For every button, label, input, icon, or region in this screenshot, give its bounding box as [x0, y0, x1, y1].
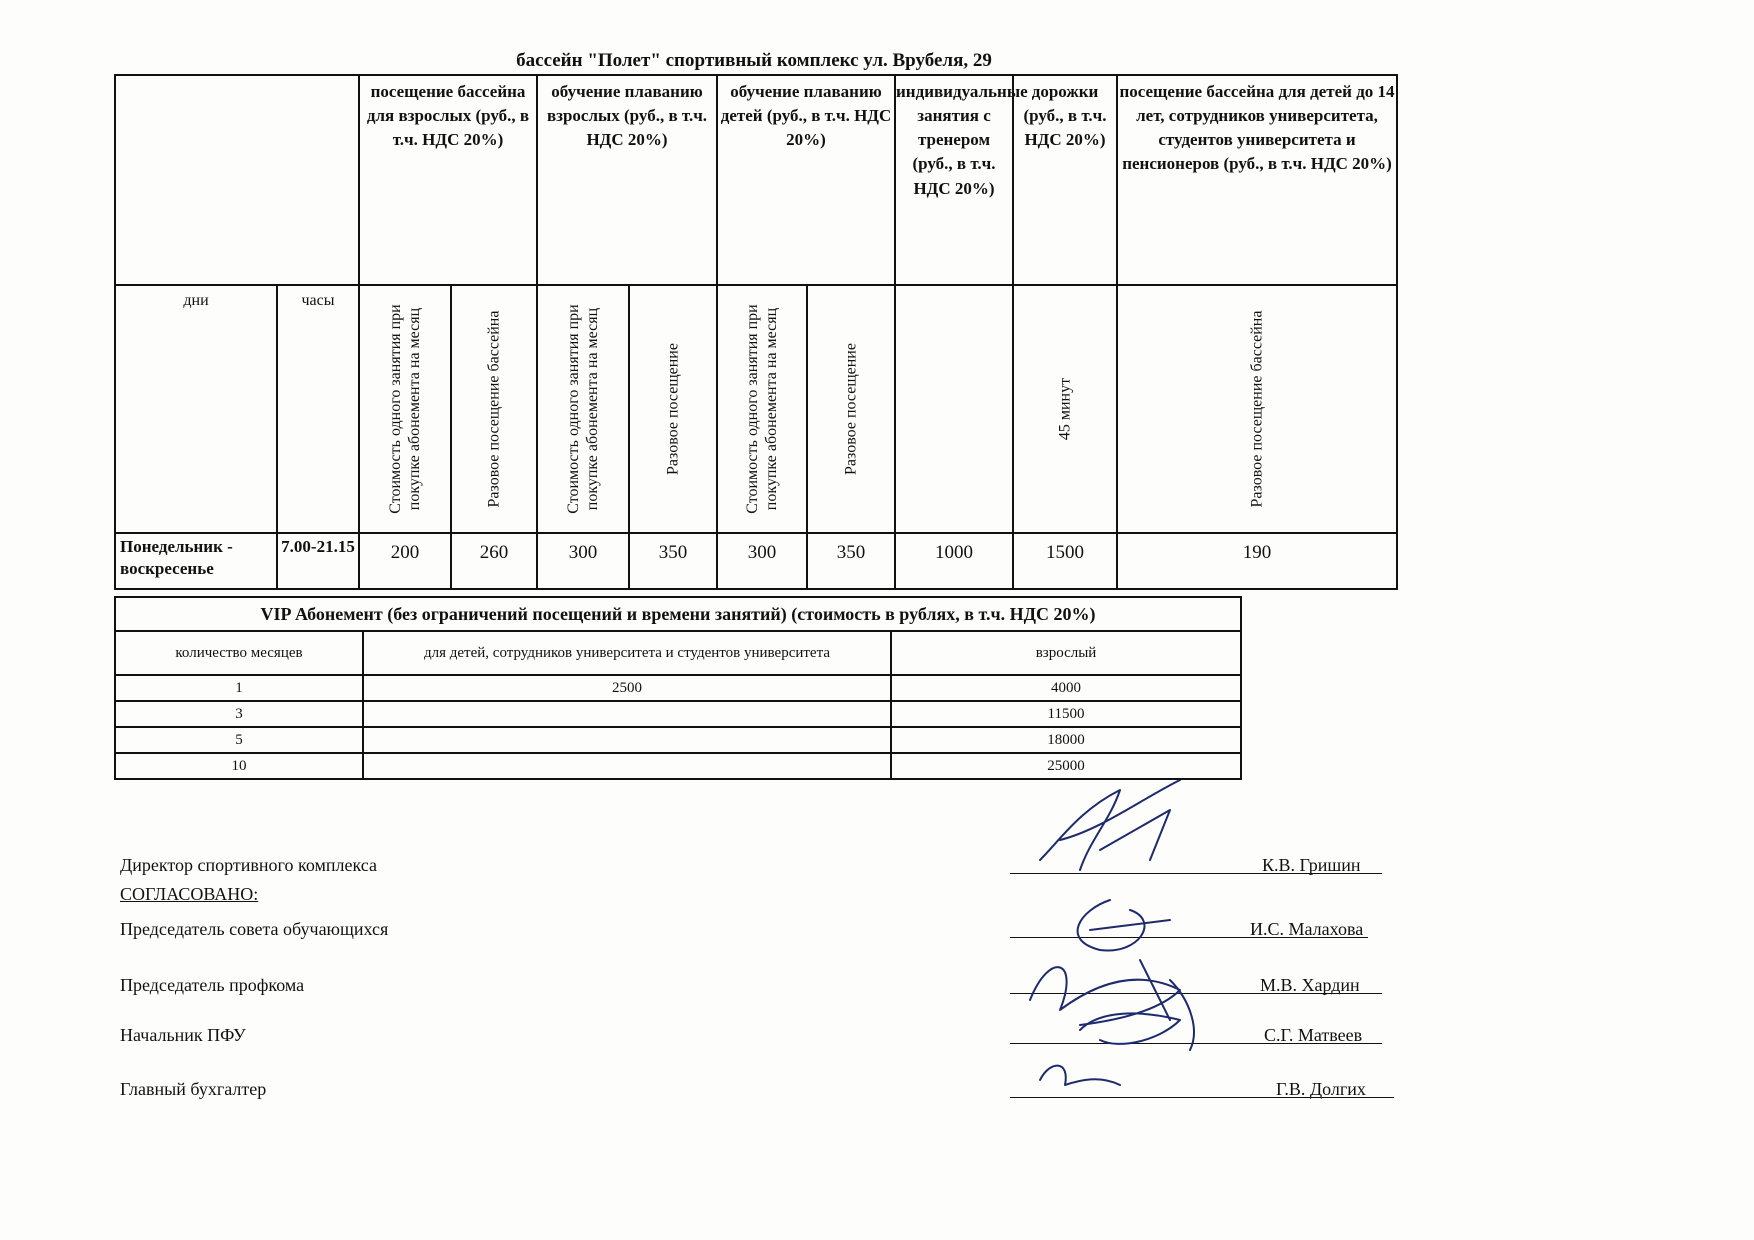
price-cell: 1500	[1013, 533, 1117, 589]
price-cell: 1000	[895, 533, 1013, 589]
vip-children-price	[363, 727, 891, 753]
sub-header	[717, 285, 807, 533]
price-cell: 260	[451, 533, 537, 589]
sub-header-text: Разовое посещение бассейна	[1248, 310, 1266, 508]
table-row	[115, 675, 1241, 701]
days-label: дни	[115, 285, 277, 533]
vip-children-price	[363, 701, 891, 727]
sub-header	[537, 285, 629, 533]
vip-adult-price: 11500	[891, 701, 1241, 727]
vip-col-adult: взрослый	[891, 631, 1241, 675]
signature-name: М.В. Хардин	[1260, 975, 1360, 995]
col-header-child-training: обучение плаванию детей (руб., в т.ч. НДС 20%)	[717, 75, 895, 285]
sub-header-text: Стоимость одного занятия при покупке абонемента на месяц	[386, 304, 423, 514]
signature-role: Главный бухгалтер	[120, 1079, 267, 1099]
sub-header	[807, 285, 895, 533]
vip-col-months: количество месяцев	[115, 631, 363, 675]
signature-name: К.В. Гришин	[1262, 855, 1361, 875]
signature-role: Директор спортивного комплекса	[120, 855, 377, 875]
price-cell: 350	[807, 533, 895, 589]
table-row	[115, 701, 1241, 727]
approved-label: СОГЛАСОВАНО:	[120, 884, 259, 904]
price-cell: 350	[629, 533, 717, 589]
hours-value: 7.00-21.15	[277, 533, 359, 589]
sub-header	[1013, 285, 1117, 533]
signature-name: Г.В. Долгих	[1276, 1079, 1366, 1099]
vip-title: VIP Абонемент (без ограничений посещений и времени занятий) (стоимость в рублях, в т.ч. НДС 20%)	[115, 597, 1241, 631]
corner-cell	[115, 75, 359, 285]
price-cell: 300	[717, 533, 807, 589]
vip-months: 3	[115, 701, 363, 727]
sub-header-text: Разовое посещение бассейна	[485, 310, 503, 508]
price-cell: 200	[359, 533, 451, 589]
signature-role: Председатель совета обучающихся	[120, 919, 389, 939]
page-title: бассейн "Полет" спортивный комплекс ул. Врубеля, 29	[516, 50, 992, 71]
col-header-trainer: индивидуальные занятия с тренером (руб., в т.ч. НДС 20%)	[895, 75, 1013, 285]
sub-header	[451, 285, 537, 533]
price-cell: 190	[1117, 533, 1397, 589]
col-header-discount-visit: посещение бассейна для детей до 14 лет, сотрудников университета, студентов университета и пенсионеров (руб., в т.ч. НДС 20%)	[1117, 75, 1397, 285]
table-row	[115, 753, 1241, 779]
price-cell: 300	[537, 533, 629, 589]
signature-name: С.Г. Матвеев	[1264, 1025, 1363, 1045]
handwritten-signatures	[1020, 780, 1270, 1110]
days-value: Понедельник - воскресенье	[115, 533, 277, 589]
col-header-adult-visit: посещение бассейна для взрослых (руб., в т.ч. НДС 20%)	[359, 75, 537, 285]
signature-role: Председатель профкома	[120, 975, 305, 995]
col-header-adult-training: обучение плаванию взрослых (руб., в т.ч. НДС 20%)	[537, 75, 717, 285]
hours-label: часы	[277, 285, 359, 533]
sub-header	[359, 285, 451, 533]
sub-header-text: Разовое посещение	[842, 343, 860, 475]
sub-header-text: 45 минут	[1056, 377, 1074, 441]
vip-adult-price: 18000	[891, 727, 1241, 753]
col-header-lanes: дорожки (руб., в т.ч. НДС 20%)	[1013, 75, 1117, 285]
vip-months: 10	[115, 753, 363, 779]
vip-adult-price: 25000	[891, 753, 1241, 779]
table-row	[115, 533, 1397, 589]
sub-header-text: Разовое посещение	[664, 343, 682, 475]
vip-col-children: для детей, сотрудников университета и студентов университета	[363, 631, 891, 675]
sub-header	[895, 285, 1013, 533]
vip-table	[114, 596, 1242, 780]
vip-adult-price: 4000	[891, 675, 1241, 701]
sub-header-text: Стоимость одного занятия при покупке абонемента на месяц	[743, 304, 780, 514]
price-table	[114, 74, 1398, 590]
sub-header-text: Стоимость одного занятия при покупке абонемента на месяц	[564, 304, 601, 514]
vip-months: 1	[115, 675, 363, 701]
sub-header	[629, 285, 717, 533]
table-row	[115, 727, 1241, 753]
vip-children-price	[363, 753, 891, 779]
sub-header	[1117, 285, 1397, 533]
vip-children-price: 2500	[363, 675, 891, 701]
signature-name: И.С. Малахова	[1250, 919, 1364, 939]
vip-months: 5	[115, 727, 363, 753]
signature-role: Начальник ПФУ	[120, 1025, 246, 1045]
